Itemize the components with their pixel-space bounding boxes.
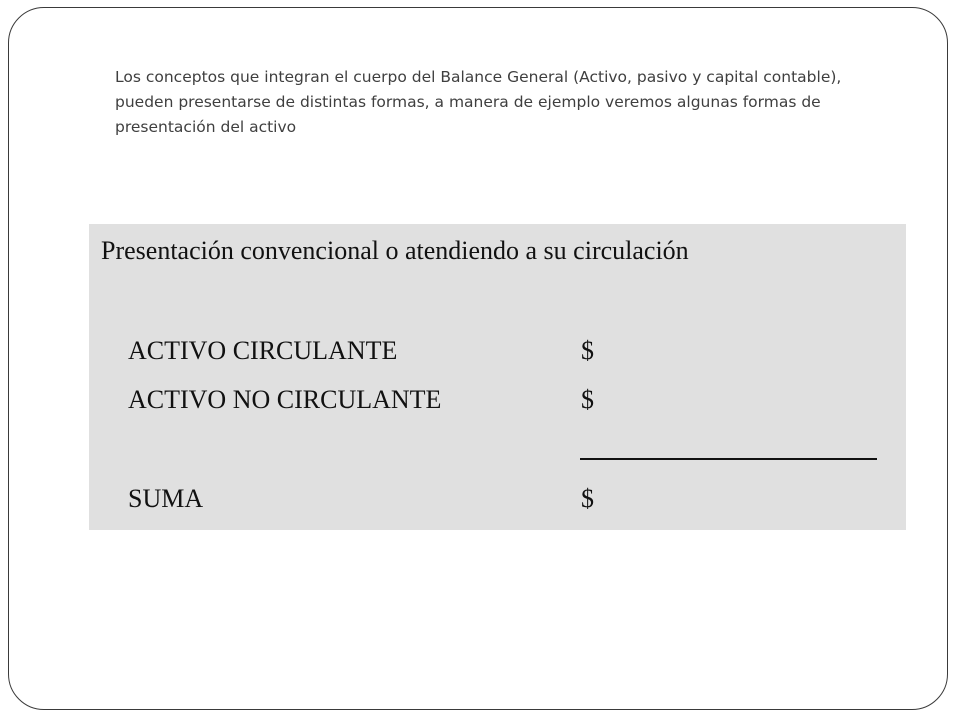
- balance-row-activo-no-circulante: [89, 382, 906, 418]
- currency-sign: $: [581, 484, 594, 513]
- row-label: SUMA: [128, 484, 204, 513]
- balance-row-activo-circulante: [89, 333, 906, 369]
- row-label: ACTIVO NO CIRCULANTE: [128, 385, 442, 414]
- intro-paragraph: Los conceptos que integran el cuerpo del Balance General (Activo, pasivo y capital contable), pueden presentarse de distintas formas, a manera de ejemplo veremos algunas formas de presentación del activo: [115, 68, 842, 136]
- currency-sign: $: [581, 385, 594, 414]
- row-label: ACTIVO CIRCULANTE: [128, 336, 398, 365]
- balance-row-suma: [89, 481, 906, 517]
- currency-sign: $: [581, 336, 594, 365]
- sum-underline: [580, 458, 877, 460]
- presentation-panel: [89, 224, 906, 530]
- panel-title: Presentación convencional o atendiendo a su circulación: [101, 236, 689, 265]
